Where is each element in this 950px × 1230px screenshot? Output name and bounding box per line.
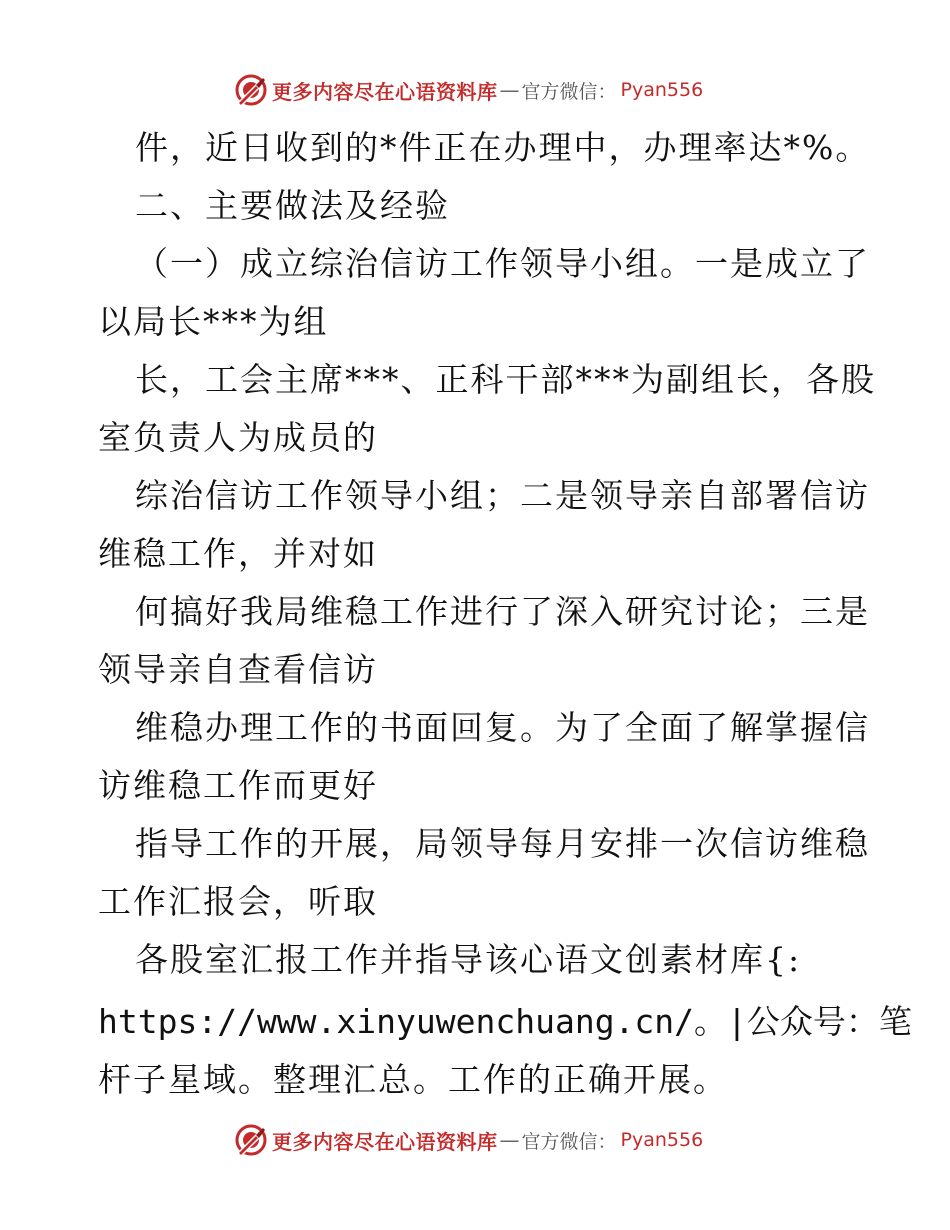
section-heading: 二、主要做法及经验 (135, 186, 450, 225)
header-wechat-label: 官方微信： (521, 80, 617, 103)
footer-banner (234, 1120, 703, 1160)
footer-wechat-id: Pyan556 (620, 1129, 704, 1151)
text-line: 访维稳工作而更好 (98, 766, 378, 805)
text-line: 何搞好我局维稳工作进行了深入研究讨论；三是 (135, 592, 870, 631)
header-site-text: 更多内容尽在心语资料库 (272, 79, 498, 104)
text-line: （一）成立综治信访工作领导小组。一是成立了 (135, 244, 870, 283)
header-wechat-id: Pyan556 (620, 79, 704, 101)
text-line: 各股室汇报工作并指导该心语文创素材库{: (135, 940, 802, 979)
text-line: 以局长***为组 (98, 302, 329, 341)
text-line: 维稳工作，并对如 (98, 534, 378, 573)
pen-logo-icon (234, 1123, 268, 1157)
text-line: 杆子星域。整理汇总。工作的正确开展。 (98, 1060, 728, 1099)
text-line: 指导工作的开展，局领导每月安排一次信访维稳 (135, 824, 870, 863)
text-line: 室负责人为成员的 (98, 418, 378, 457)
header-dash: — (499, 78, 520, 102)
text-line: 长，工会主席***、正科干部***为副组长，各股 (135, 360, 876, 399)
pen-logo-icon (234, 73, 268, 107)
header-banner (234, 70, 703, 110)
url-text-line: https://www.xinyuwenchuang.cn/。|公众号：笔 (98, 1002, 912, 1041)
footer-dash: — (499, 1128, 520, 1152)
text-line: 维稳办理工作的书面回复。为了全面了解掌握信 (135, 708, 870, 747)
text-line: 综治信访工作领导小组；二是领导亲自部署信访 (135, 476, 870, 515)
footer-site-text: 更多内容尽在心语资料库 (272, 1129, 498, 1154)
text-line: 工作汇报会，听取 (98, 882, 378, 921)
footer-wechat-label: 官方微信： (521, 1130, 617, 1153)
text-line: 件，近日收到的*件正在办理中，办理率达*%。 (135, 128, 871, 167)
text-line: 领导亲自查看信访 (98, 650, 378, 689)
